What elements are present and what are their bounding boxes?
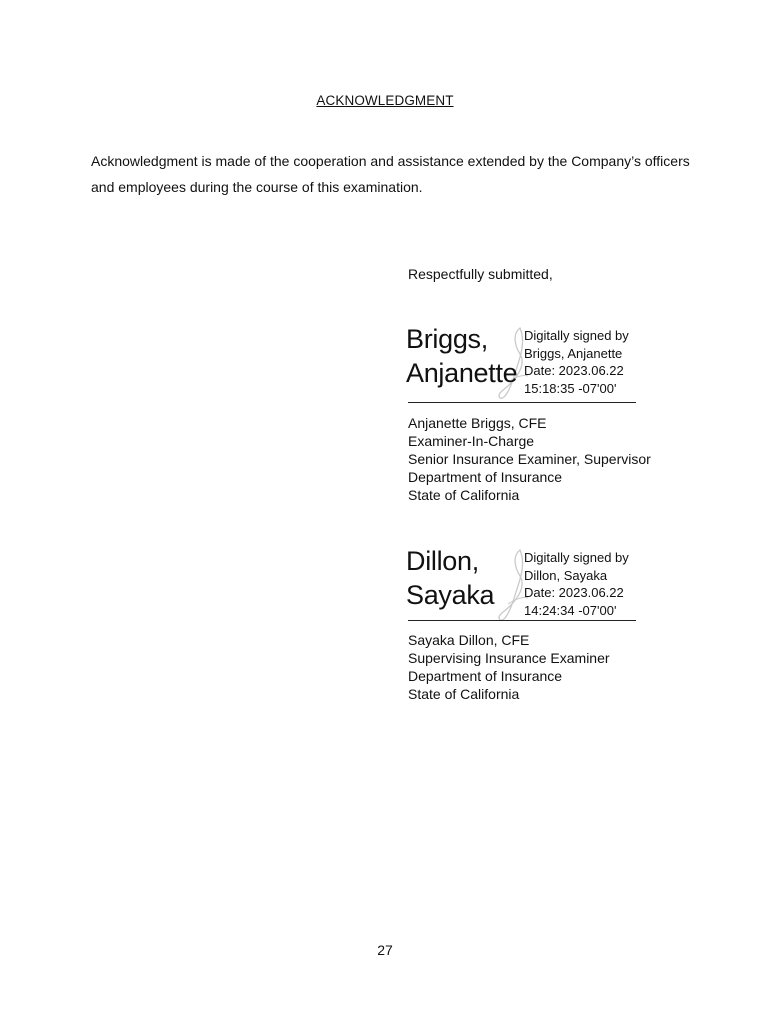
signature-detail-line: Date: 2023.06.22 bbox=[524, 585, 624, 600]
signature-detail-line: Digitally signed by bbox=[524, 328, 629, 343]
signature-detail-line: 14:24:34 -07'00' bbox=[524, 602, 617, 618]
acknowledgment-paragraph: Acknowledgment is made of the cooperation and assistance extended by the Company’s officers and employees during the course of this examination. bbox=[91, 153, 690, 195]
signer-surname: Briggs, bbox=[406, 324, 488, 354]
signer-name-large bbox=[406, 322, 524, 390]
signer-state: State of California bbox=[408, 686, 520, 702]
signature-detail-line: Briggs, Anjanette bbox=[524, 345, 623, 361]
signer-block-briggs bbox=[408, 414, 651, 504]
signer-name: Anjanette Briggs, CFE bbox=[408, 415, 547, 431]
closing-line: Respectfully submitted, bbox=[408, 266, 553, 282]
signer-name: Sayaka Dillon, CFE bbox=[408, 632, 530, 648]
digital-signature-briggs[interactable] bbox=[406, 322, 646, 402]
signer-name-large bbox=[406, 544, 524, 612]
digital-signature-dillon[interactable] bbox=[406, 544, 646, 624]
signer-title: Senior Insurance Examiner, Supervisor bbox=[408, 451, 651, 467]
signature-details bbox=[524, 549, 629, 619]
document-heading: ACKNOWLEDGMENT bbox=[316, 93, 454, 108]
signature-detail-line: Dillon, Sayaka bbox=[524, 567, 608, 583]
signer-given-name: Sayaka bbox=[406, 580, 495, 610]
signer-role: Examiner-In-Charge bbox=[408, 433, 535, 449]
signer-state: State of California bbox=[408, 487, 520, 503]
signer-department: Department of Insurance bbox=[408, 668, 563, 684]
signer-surname: Dillon, bbox=[406, 546, 479, 576]
signer-block-dillon bbox=[408, 631, 610, 703]
signer-given-name: Anjanette bbox=[406, 358, 518, 388]
signature-detail-line: 15:18:35 -07'00' bbox=[524, 380, 617, 396]
signature-detail-line: Digitally signed by bbox=[524, 550, 629, 565]
signature-rule bbox=[408, 402, 636, 403]
page-number: 27 bbox=[377, 942, 393, 958]
signature-detail-line: Date: 2023.06.22 bbox=[524, 363, 624, 378]
signer-department: Department of Insurance bbox=[408, 469, 563, 485]
signature-details bbox=[524, 327, 629, 397]
signer-role: Supervising Insurance Examiner bbox=[408, 650, 610, 666]
signature-rule bbox=[408, 620, 636, 621]
